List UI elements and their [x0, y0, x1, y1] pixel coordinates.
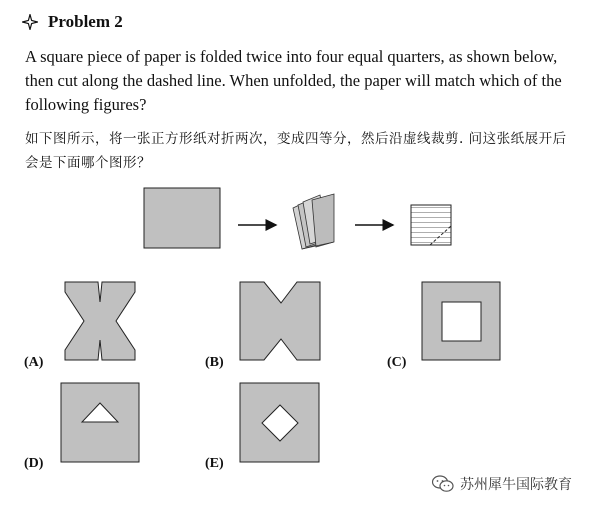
watermark: [432, 474, 572, 494]
problem-title: Problem 2: [48, 12, 123, 31]
option-d-label[interactable]: (D): [24, 456, 44, 471]
option-c-label[interactable]: (C): [387, 355, 407, 370]
option-a-shape: [65, 282, 135, 360]
wechat-icon: [432, 475, 454, 493]
problem-text-zh: 如下图所示，将一张正方形纸对折两次，变成四等分，然后沿虚线裁剪. 问这张纸展开后会是下面哪个图形？: [25, 131, 567, 171]
problem-text-en: A square piece of paper is folded twice into four equal quarters, as shown below, then cut along the dashed line. When unfolded, the paper will match which of the following figures?: [25, 47, 562, 114]
option-c-shape: [422, 282, 500, 360]
option-b-shape: [240, 282, 320, 360]
option-e-shape: [240, 383, 319, 462]
watermark-text: 苏州犀牛国际教育: [460, 477, 572, 493]
folded-paper-stack: [293, 194, 334, 249]
folded-quarter-with-cut: [411, 205, 451, 245]
option-d-shape: [61, 383, 139, 462]
unfolded-square: [144, 188, 220, 248]
option-b-label[interactable]: (B): [205, 355, 224, 370]
option-e-label[interactable]: (E): [205, 456, 224, 471]
option-a-label[interactable]: (A): [24, 355, 44, 370]
